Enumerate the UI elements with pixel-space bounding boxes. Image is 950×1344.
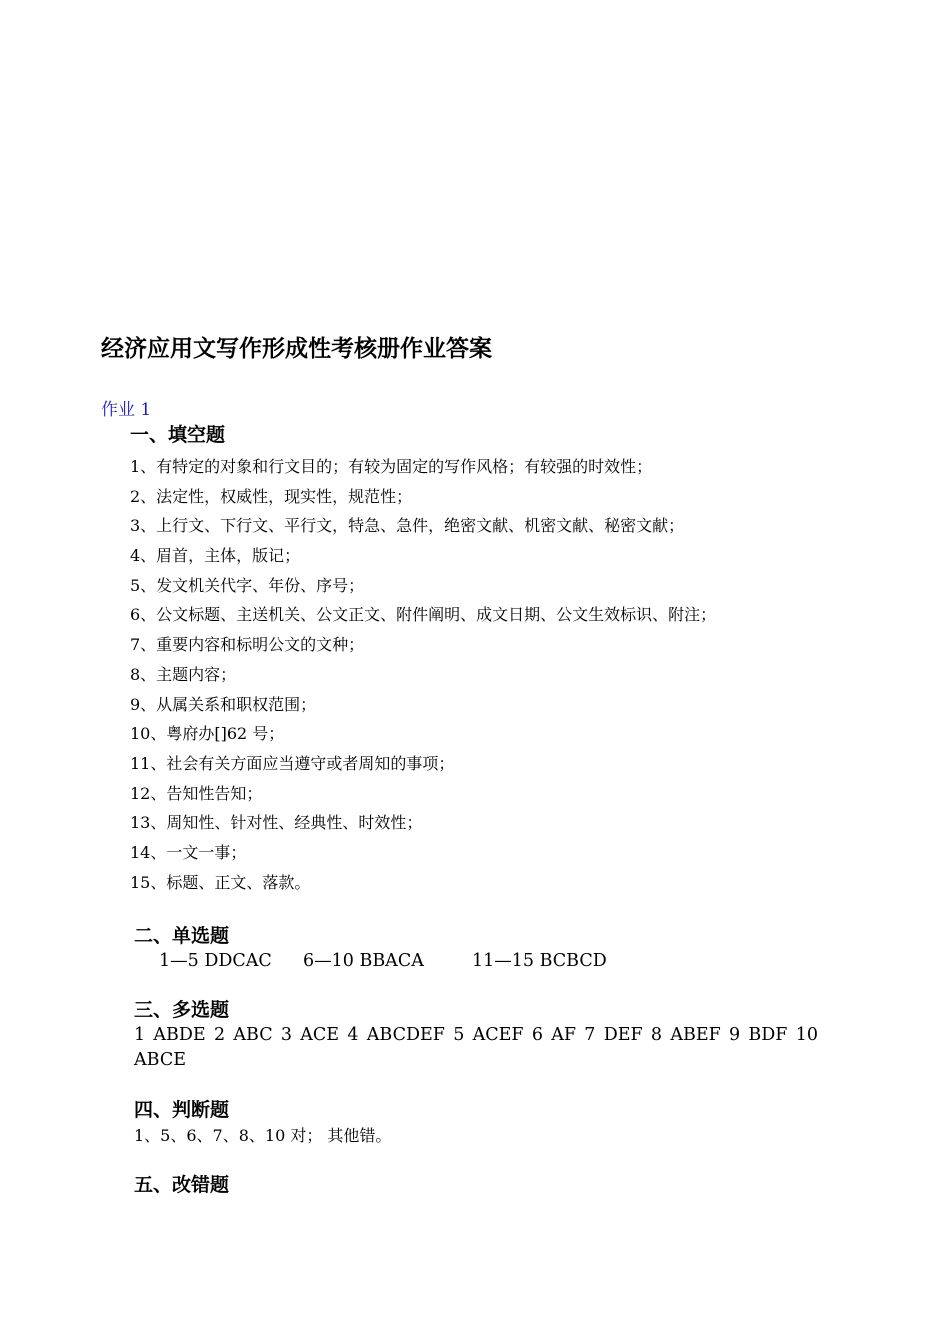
list-item: 12、告知性告知；: [130, 783, 263, 803]
list-item: 2、法定性，权威性，现实性，规范性；: [130, 486, 413, 506]
list-item: 7、重要内容和标明公文的文种；: [130, 635, 365, 655]
list-item: 15、标题、正文、落款。: [130, 872, 311, 892]
list-item: 6、公文标题、主送机关、公文正文、附件阐明、成文日期、公文生效标识、附注；: [130, 605, 717, 625]
list-item: 4、眉首，主体，版记；: [130, 546, 301, 566]
true-false-answers: 1、5、6、7、8、10 对； 其他错。: [134, 1126, 392, 1145]
list-item: 13、周知性、针对性、经典性、时效性；: [130, 813, 423, 833]
answer-group: 11—15 BCBCD: [472, 951, 607, 971]
list-item: 10、粤府办[]62 号；: [130, 724, 285, 744]
multi-choice-answers: 1 ABDE 2 ABC 3 ACE 4 ABCDEF 5 ACEF 6 AF 7 DEF 8 ABEF 9 BDF 10 ABCE: [134, 1025, 818, 1070]
answer-group: 6—10 BBACA: [303, 951, 424, 971]
list-item: 8、主题内容；: [130, 664, 237, 684]
fill-blank-answer-list: [130, 452, 716, 897]
answer-group: 1—5 DDCAC: [159, 951, 272, 971]
list-item: 1、有特定的对象和行文目的；有较为固定的写作风格；有较强的时效性；: [130, 457, 653, 476]
list-item: 11、社会有关方面应当遵守或者周知的事项；: [130, 753, 455, 773]
list-item: 5、发文机关代字、年份、序号；: [130, 575, 365, 595]
section-heading-correction: 五、改错题: [134, 1174, 230, 1196]
section-heading-fill-blank: 一、填空题: [130, 424, 226, 446]
list-item: 9、从属关系和职权范围；: [130, 694, 317, 714]
section-heading-single-choice: 二、单选题: [134, 925, 230, 947]
section-heading-true-false: 四、判断题: [134, 1099, 230, 1121]
list-item: 3、上行文、下行文、平行文，特急、急件，绝密文献、机密文献、秘密文献；: [130, 516, 685, 536]
page-title: 经济应用文写作形成性考核册作业答案: [101, 336, 492, 362]
section-heading-multi-choice: 三、多选题: [134, 999, 230, 1021]
homework-heading: 作业 1: [101, 400, 152, 420]
list-item: 14、一文一事；: [130, 842, 247, 862]
